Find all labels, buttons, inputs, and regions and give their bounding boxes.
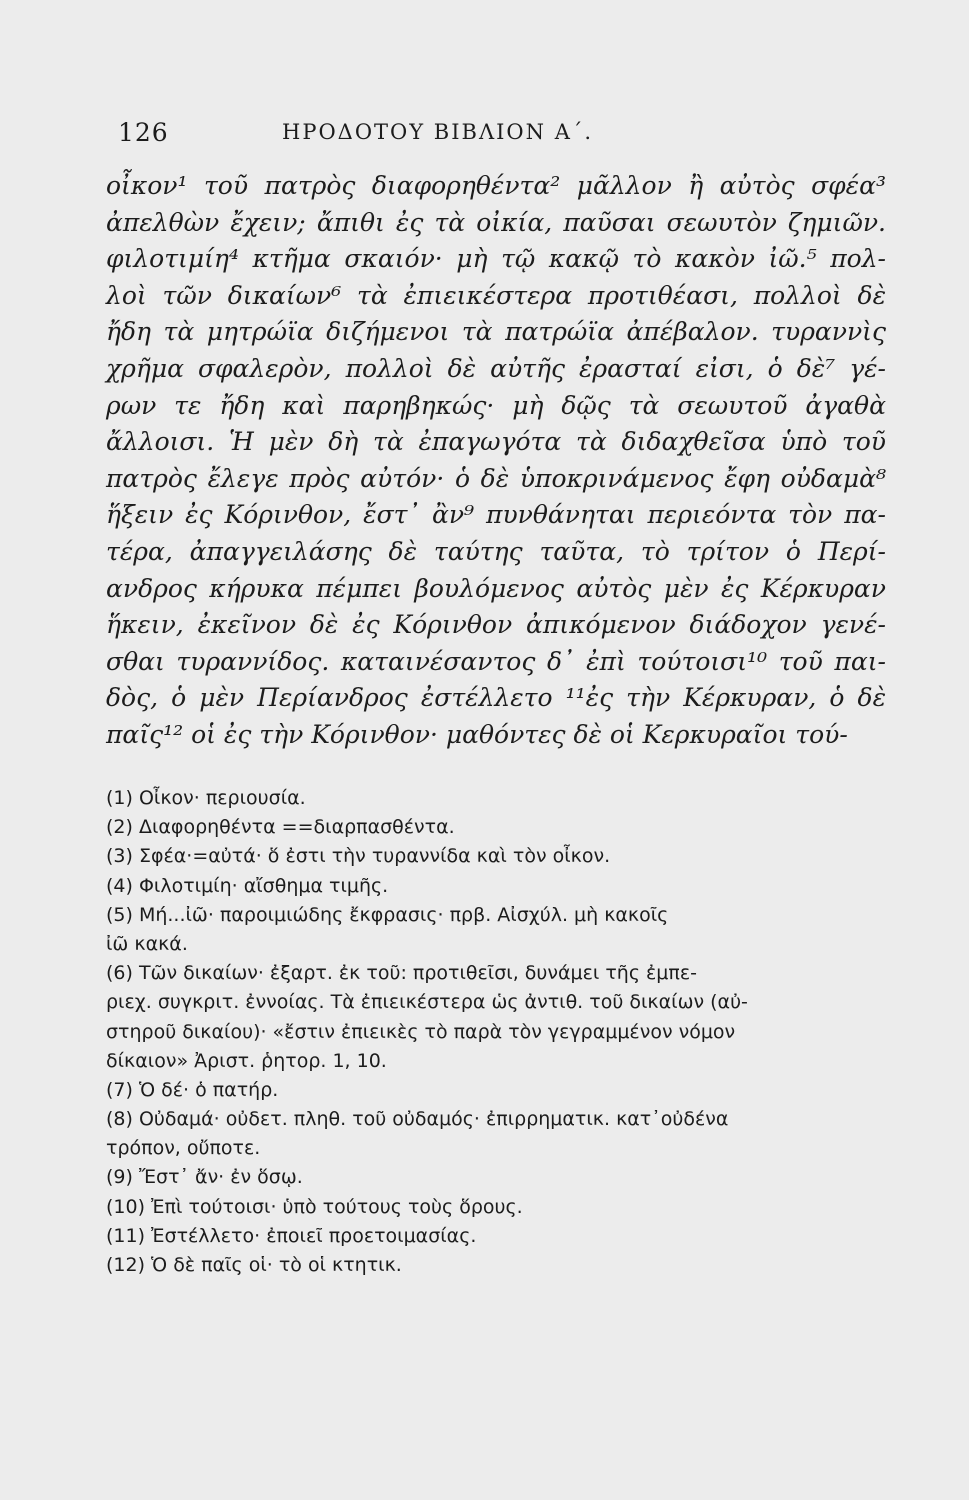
text-line: χρῆμα σφαλερὸν, πολλοὶ δὲ αὐτῆς ἐρασταί εἰσι, ὁ δὲ⁷ γέ- — [106, 353, 886, 383]
footnote-line: ἰῶ κακά. — [106, 932, 188, 955]
footnote-line: (4) Φιλοτιμίη· αἴσθημα τιμῆς. — [106, 874, 389, 897]
footnote-line: (9) Ἔστ᾽ ἄν· ἐν ὅσῳ. — [106, 1166, 303, 1189]
footnote-line: (8) Οὐδαμά· οὐδετ. πληθ. τοῦ οὐδαμός· ἐπιρρηματικ. κατ᾽οὐδένα — [106, 1108, 729, 1131]
footnote-line: (3) Σφέα·=αὐτά· ὅ ἐστι τὴν τυραννίδα καὶ τὸν οἶκον. — [106, 845, 611, 868]
text-line: οἶκον¹ τοῦ πατρὸς διαφορηθέντα² μᾶλλον ἢ αὐτὸς σφέα³ — [106, 171, 886, 200]
text-line: λοὶ τῶν δικαίων⁶ τὰ ἐπιεικέστερα προτιθέασι, πολλοὶ δὲ — [106, 280, 886, 310]
text-line: τέρα, ἀπαγγειλάσης δὲ ταύτης ταῦτα, τὸ τρίτον ὁ Περί- — [106, 536, 886, 566]
footnote-line: (11) Ἐστέλλετο· ἐποιεῖ προετοιμασίας. — [106, 1224, 477, 1247]
running-title: ΗΡΟΔΟΤΟΥ ΒΙΒΛΙΟΝ Α΄. — [282, 120, 594, 144]
main-text — [106, 168, 886, 754]
footnote-line: στηροῦ δικαίου)· «ἔστιν ἐπιεικὲς τὸ παρὰ τὸν γεγραμμένον νόμον — [106, 1020, 736, 1043]
footnote-line: (12) Ὁ δὲ παῖς οἱ· τὸ οἱ κτητικ. — [106, 1254, 402, 1276]
text-line: ἥκειν, ἐκεῖνον δὲ ἐς Κόρινθον ἀπικόμενον διάδοχον γενέ- — [106, 610, 886, 640]
text-line: σθαι τυραννίδος. καταινέσαντος δ᾽ ἐπὶ τούτοισι¹⁰ τοῦ παι- — [106, 646, 886, 676]
page-header — [0, 118, 969, 158]
text-line: ἀπελθὼν ἔχειν; ἄπιθι ἐς τὰ οἰκία, παῦσαι σεωυτὸν ζημιῶν. — [106, 207, 886, 237]
footnote-line: δίκαιον» Ἀριστ. ῥητορ. 1, 10. — [106, 1049, 387, 1072]
footnote-line: (10) Ἐπὶ τούτοισι· ὑπὸ τούτους τοὺς ὅρους. — [106, 1195, 523, 1218]
text-line: ανδρος κήρυκα πέμπει βουλόμενος αὐτὸς μὲν ἐς Κέρκυραν — [106, 573, 886, 603]
footnote-line: (6) Τῶν δικαίων· ἐξαρτ. ἐκ τοῦ: προτιθεῖσι, δυνάμει τῆς ἐμπε- — [106, 962, 697, 985]
text-line: ἥξειν ἐς Κόρινθον, ἔστ᾽ ἂν⁹ πυνθάνηται περιεόντα τὸν πα- — [106, 500, 886, 530]
footnote-line: (2) Διαφορηθέντα ==διαρπασθέντα. — [106, 816, 455, 839]
text-line: πατρὸς ἔλεγε πρὸς αὐτόν· ὁ δὲ ὑποκρινάμενος ἔφη οὐδαμὰ⁸ — [106, 463, 886, 493]
text-line: ἤδη τὰ μητρώϊα διζήμενοι τὰ πατρώϊα ἀπέβαλον. τυραννὶς — [106, 317, 886, 347]
footnote-line: (5) Μή...ἰῶ· παροιμιώδης ἔκφρασις· πρβ. Αἰσχύλ. μὴ κακοῖς — [106, 903, 669, 926]
text-line: ρων τε ἤδη καὶ παρηβηκώς· μὴ δῷς τὰ σεωυτοῦ ἀγαθὰ — [106, 390, 886, 420]
footnote-line: (1) Οἶκον· περιουσία. — [106, 787, 306, 809]
text-line: φιλοτιμίη⁴ κτῆμα σκαιόν· μὴ τῷ κακῷ τὸ κακὸν ἰῶ.⁵ πολ- — [106, 244, 886, 274]
text-line: δὸς, ὁ μὲν Περίανδρος ἐστέλλετο ¹¹ἐς τὴν Κέρκυραν, ὁ δὲ — [106, 683, 886, 713]
footnote-line: ριεχ. συγκριτ. ἐννοίας. Τὰ ἐπιεικέστερα ὡς ἀντιθ. τοῦ δικαίων (αὐ- — [106, 991, 748, 1014]
footnotes — [106, 784, 886, 1280]
page-number: 126 — [118, 118, 169, 147]
footnote-line: (7) Ὁ δέ· ὁ πατήρ. — [106, 1078, 279, 1101]
text-line: παῖς¹² οἱ ἐς τὴν Κόρινθον· μαθόντες δὲ οἱ Κερκυραῖοι τού- — [106, 719, 848, 749]
footnote-line: τρόπον, οὔποτε. — [106, 1137, 261, 1160]
text-line: ἄλλοισι. Ἡ μὲν δὴ τὰ ἐπαγωγότα τὰ διδαχθεῖσα ὑπὸ τοῦ — [106, 427, 886, 457]
